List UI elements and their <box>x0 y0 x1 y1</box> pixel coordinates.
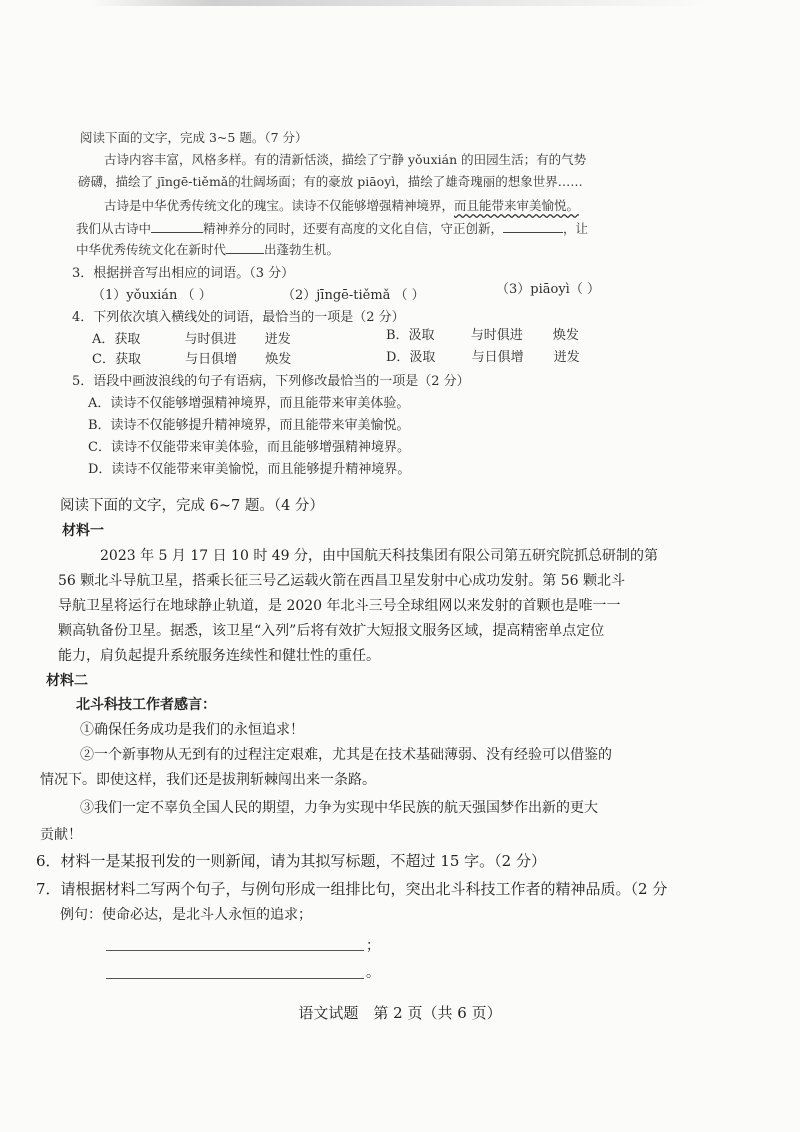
p2-line3-a: 中华优秀传统文化在新时代 <box>76 242 227 257</box>
question-6: 6．材料一是某报刊发的一则新闻，请为其拟写标题，不超过 15 字。（2 分） <box>36 852 546 870</box>
q4-b-word2: 与时俱进 <box>470 328 523 343</box>
q4-d-word1: D．汲取 <box>386 350 436 365</box>
section1-intro: 阅读下面的文字，完成 3~5 题。（7 分） <box>80 130 308 145</box>
q4-option-d[interactable] <box>386 346 580 365</box>
q4-a-word2: 与时俱进 <box>184 332 237 347</box>
q4-option-a[interactable] <box>92 328 291 347</box>
p2-line2-b: 精神养分的同时，还要有高度的文化自信，守正创新， <box>203 221 504 236</box>
question-4: 4．下列依次填入横线处的词语，最恰当的一项是（2 分） <box>72 310 405 325</box>
q4-option-b[interactable] <box>386 324 579 343</box>
material-1-line3: 导航卫星将运行在地球静止轨道，是 2020 年北斗三号全球组网以来发射的首颗也是唯一一 <box>58 598 621 614</box>
material-1-line1: 2023 年 5 月 17 日 10 时 49 分，由中国航天科技集团有限公司第五研究院抓总研制的第 <box>100 548 659 564</box>
fill-blank-1[interactable] <box>151 232 203 233</box>
question-3: 3．根据拼音写出相应的词语。（3 分） <box>72 266 295 281</box>
section1-p2-line1-a: 古诗是中华优秀传统文化的瑰宝。读诗不仅能够增强精神境界， <box>104 198 455 213</box>
q4-d-word3: 迸发 <box>553 350 580 365</box>
material-2-item2-line1: ②一个新事物从无到有的过程注定艰难，尤其是在技术基础薄弱、没有经验可以借鉴的 <box>80 747 612 763</box>
q5-option-d[interactable]: D．读诗不仅能带来审美愉悦，而且能够提升精神境界。 <box>88 462 411 477</box>
answer-line-1-end: ； <box>366 938 380 954</box>
p2-line3-b: 出蓬勃生机。 <box>264 242 340 257</box>
q4-b-word3: 焕发 <box>552 328 579 343</box>
q4-option-c[interactable] <box>92 348 291 367</box>
section2-intro: 阅读下面的文字，完成 6~7 题。（4 分） <box>60 498 324 514</box>
q4-a-word1: A．获取 <box>92 332 141 347</box>
q5-option-a[interactable]: A．读诗不仅能够增强精神境界，而且能带来审美体验。 <box>88 396 410 411</box>
material-2-item3-line1: ③我们一定不辜负全国人民的期望，力争为实现中华民族的航天强国梦作出新的更大 <box>80 800 598 816</box>
fill-blank-2[interactable] <box>503 232 563 233</box>
material-2-item3-line2: 贡献！ <box>40 827 82 843</box>
answer-line-2-end: 。 <box>366 965 380 981</box>
material-2-heading: 北斗科技工作者感言： <box>76 697 216 713</box>
fill-blank-3[interactable] <box>226 253 264 254</box>
p2-line2-c: ，让 <box>563 221 589 236</box>
question-7: 7．请根据材料二写两个句子，与例句形成一组排比句，突出北斗科技工作者的精神品质。（2 分 <box>36 880 668 898</box>
question-5: 5．语段中画波浪线的句子有语病，下列修改最恰当的一项是（2 分） <box>72 374 470 389</box>
question-3-item2[interactable]: （2）jīngē-tiěmǎ （ ） <box>282 288 425 303</box>
question-3-item1[interactable]: （1）yǒuxián （ ） <box>92 288 212 303</box>
q5-option-b[interactable]: B．读诗不仅能够提升精神境界，而且能带来审美愉悦。 <box>88 418 410 433</box>
q4-d-word2: 与日俱增 <box>471 350 524 365</box>
wavy-underlined-sentence: 而且能带来审美愉悦。 <box>454 198 580 213</box>
material-2-item1: ①确保任务成功是我们的永恒追求！ <box>80 722 304 738</box>
answer-line-1[interactable] <box>106 950 364 951</box>
question-3-item3[interactable]: （3）piāoyì（ ） <box>496 282 600 297</box>
section1-p2-line2 <box>76 219 588 237</box>
q4-c-word1: C．获取 <box>92 352 141 367</box>
material-1-title: 材料一 <box>62 523 104 539</box>
section1-p2-line3 <box>76 240 339 258</box>
q4-a-word3: 迸发 <box>264 332 291 347</box>
page-footer: 语文试题 第 2 页（共 6 页） <box>298 1004 502 1022</box>
section1-p1-line2: 磅礴，描绘了 jīngē-tiěmǎ的壮阔场面；有的豪放 piāoyì，描绘了雄奇瑰丽的想象世界…… <box>78 174 583 189</box>
q4-c-word3: 焕发 <box>265 352 292 367</box>
section1-p2-line1 <box>104 196 579 214</box>
question-7-example: 例句：使命必达，是北斗人永恒的追求； <box>60 907 312 923</box>
answer-line-2[interactable] <box>106 978 364 979</box>
q4-c-word2: 与日俱增 <box>185 352 238 367</box>
scan-edge-mark <box>90 0 710 6</box>
q4-b-word1: B．汲取 <box>386 328 435 343</box>
material-1-line5: 能力，肩负起提升系统服务连续性和健壮性的重任。 <box>58 648 380 664</box>
p2-line2-a: 我们从古诗中 <box>76 221 152 236</box>
section1-p1-line1: 古诗内容丰富，风格多样。有的清新恬淡，描绘了宁静 yǒuxián 的田园生活；有的气势 <box>104 152 587 167</box>
material-1-line2: 56 颗北斗导航卫星，搭乘长征三号乙运载火箭在西昌卫星发射中心成功发射。第 56 颗北斗 <box>58 573 625 589</box>
material-2-item2-line2: 情况下。即使这样，我们还是拔荆斩棘闯出来一条路。 <box>40 772 376 788</box>
material-2-title: 材料二 <box>46 673 88 689</box>
q5-option-c[interactable]: C．读诗不仅能带来审美体验，而且能够增强精神境界。 <box>88 440 410 455</box>
material-1-line4: 颗高轨备份卫星。据悉，该卫星“入列”后将有效扩大短报文服务区域，提高精密单点定位 <box>58 623 605 639</box>
